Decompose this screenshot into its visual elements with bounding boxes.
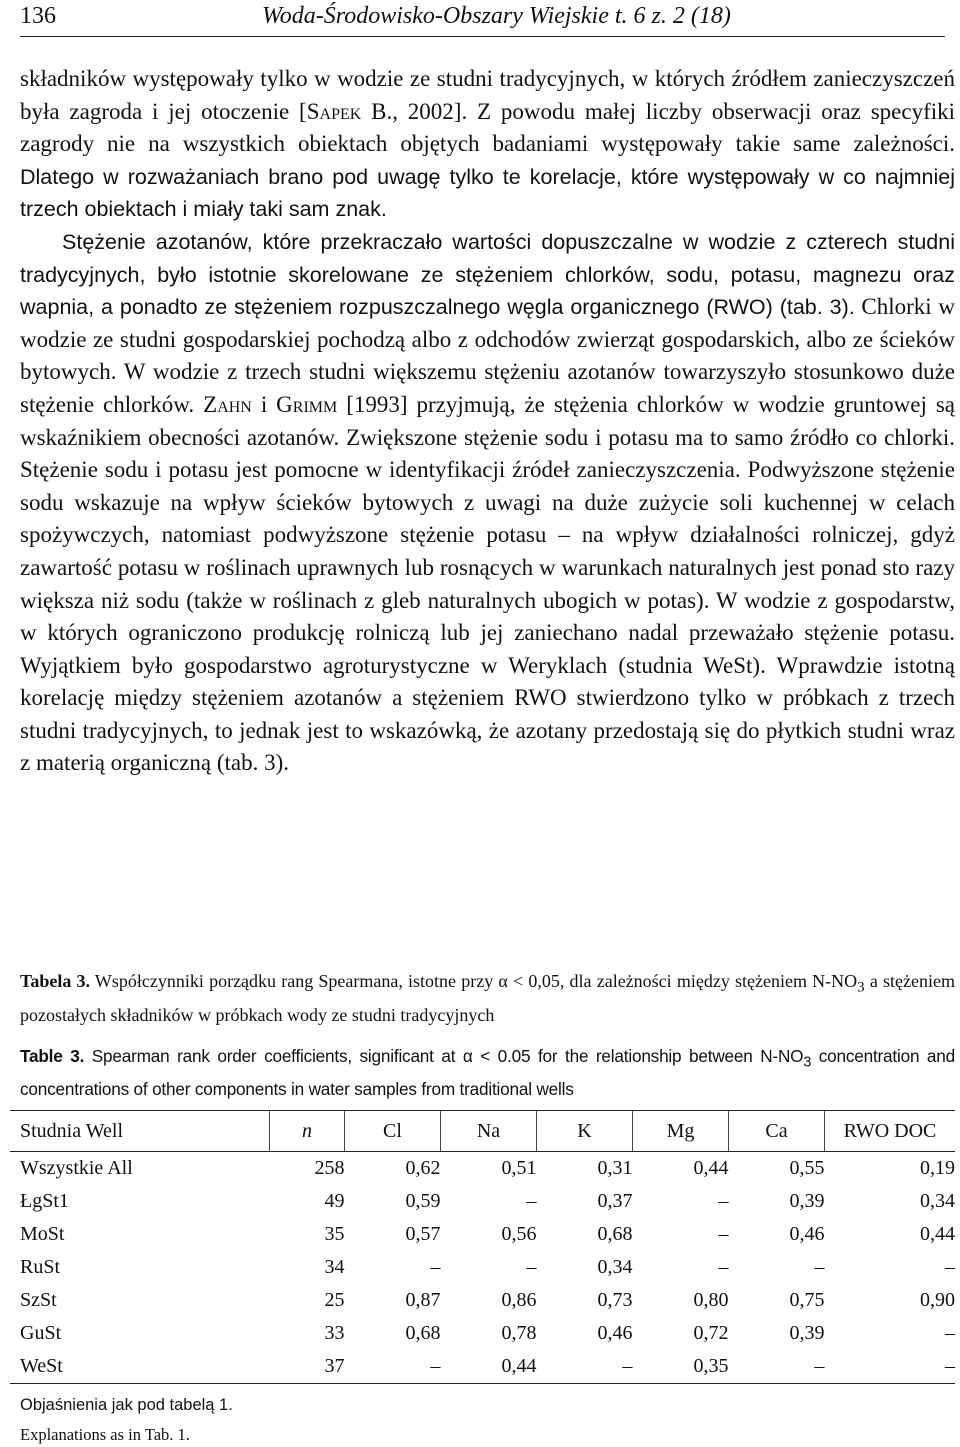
paragraph-2-text-b: Chlorki w wodzie ze studni gospodarskiej pochodzą albo z odchodów zwierząt gospodarskich, albo ze ścieków bytowych. W wodzie z trzech studni większemu stężeniu azotanów towarzyszyło stosunkowo duże stężenie chlorków. xyxy=(20,294,955,417)
citation-author-sapek: apek xyxy=(319,98,362,124)
coefficient-cell: 0,86 xyxy=(501,1289,537,1311)
header-ca: Ca xyxy=(729,1111,825,1152)
citation-author-zahn: ahn xyxy=(217,391,252,417)
coefficient-cell: 258 xyxy=(314,1157,345,1179)
coefficient-cell: 0,34 xyxy=(920,1190,955,1212)
coefficient-cell: 0,44 xyxy=(693,1157,729,1179)
coefficient-cell: 0,72 xyxy=(693,1322,729,1344)
spearman-table xyxy=(10,1110,955,1384)
table-caption-english-text-b: concentration and concentrations of other components in water samples from traditional wells xyxy=(20,1046,956,1100)
well-name-cell: GuSt xyxy=(20,1322,62,1344)
header-rwo-doc: RWO DOC xyxy=(825,1111,956,1152)
coefficient-cell: 0,78 xyxy=(501,1322,537,1344)
coefficient-cell: – xyxy=(945,1322,955,1344)
citation-author-sapek-initial: S xyxy=(306,98,320,124)
footnote-english: Explanations as in Tab. 1. xyxy=(20,1425,190,1444)
coefficient-cell: 37 xyxy=(270,1350,345,1384)
coefficient-cell: – xyxy=(345,1350,441,1384)
page-header xyxy=(20,0,945,37)
coefficient-cell: 0,46 xyxy=(789,1223,825,1245)
table-caption-english xyxy=(20,1043,955,1103)
paragraph-1-text-b: B., 2002]. Z powodu małej liczby obserwacji oraz specyfiki zagrody nie na wszystkich obiektach objętych badaniami występowały takie same zależności. xyxy=(20,98,956,157)
paragraph-2 xyxy=(20,226,955,780)
coefficient-cell: 0,35 xyxy=(633,1350,729,1384)
paragraph-1-text-a: składników występowały tylko w wodzie ze studni tradycyjnych, w których źródłem zanieczyszczeń była zagroda i jej otoczenie [ xyxy=(20,66,955,124)
table-caption-english-text-a: Spearman rank order coefficients, significant at α < 0.05 for the relationship between N-NO xyxy=(84,1046,804,1066)
page-number: 136 xyxy=(20,3,56,29)
coefficient-cell: 0,90 xyxy=(920,1289,955,1311)
well-name-cell: WeSt xyxy=(10,1350,270,1384)
header-k: K xyxy=(537,1111,633,1152)
coefficient-cell: 49 xyxy=(324,1190,345,1212)
table-caption-polish-label: Tabela 3. xyxy=(20,971,91,991)
coefficient-cell: – xyxy=(814,1256,825,1278)
coefficient-cell: 0,44 xyxy=(441,1350,537,1384)
coefficient-cell: 0,39 xyxy=(789,1322,825,1344)
coefficient-cell: 0,19 xyxy=(920,1157,955,1179)
citation-and: i xyxy=(251,391,277,417)
coefficient-cell: – xyxy=(718,1190,729,1212)
coefficient-cell: 0,56 xyxy=(501,1223,537,1245)
table-caption-polish-text-a: Współczynniki porządku rang Spearmana, istotne przy α < 0,05, dla zależności między stężeniem N-NO xyxy=(90,971,858,991)
coefficient-cell: – xyxy=(718,1256,729,1278)
coefficient-cell: 0,51 xyxy=(501,1157,537,1179)
coefficient-cell: 0,80 xyxy=(693,1289,729,1311)
coefficient-cell: – xyxy=(430,1256,441,1278)
table-caption-polish-text-b: a stężeniem pozostałych składników w próbkach wody ze studni tradycyjnych xyxy=(20,971,955,1025)
coefficient-cell: 0,46 xyxy=(597,1322,633,1344)
coefficient-cell: – xyxy=(729,1350,825,1384)
well-name-cell: MoSt xyxy=(20,1223,65,1245)
well-name-cell: SzSt xyxy=(20,1289,57,1311)
coefficient-cell: 0,31 xyxy=(597,1157,633,1179)
header-well: Studnia Well xyxy=(10,1111,270,1152)
citation-author-zahn-initial: Z xyxy=(203,391,218,417)
coefficient-cell: 0,39 xyxy=(789,1190,825,1212)
citation-author-grimm: rimm xyxy=(292,391,338,417)
table-body xyxy=(10,1152,955,1384)
paragraph-1-text-c: Dlatego w rozważaniach brano pod uwagę tylko te korelacje, które występowały w co najmniej trzech obiektach i miały taki sam znak. xyxy=(20,164,955,222)
table-caption-english-subscript: 3 xyxy=(803,1054,812,1071)
table-row xyxy=(10,1251,955,1284)
coefficient-cell: 34 xyxy=(324,1256,345,1278)
table-row xyxy=(10,1152,955,1186)
header-mg: Mg xyxy=(633,1111,729,1152)
table-row xyxy=(10,1218,955,1251)
footnote-polish: Objaśnienia jak pod tabelą 1. xyxy=(20,1396,233,1414)
table-row xyxy=(10,1185,955,1218)
table-row xyxy=(10,1350,955,1384)
coefficient-cell: 0,34 xyxy=(597,1256,633,1278)
coefficient-cell: 0,68 xyxy=(405,1322,441,1344)
table-row xyxy=(10,1284,955,1317)
paragraph-2-text-c: [1993] przyjmują, że stężenia chlorków w wodzie gruntowej są wskaźnikiem obecności azotanów. Zwiększone stężenie sodu i potasu ma to samo źródło co chlorki. Stężenie sodu i potasu jest pomocne w identyfikacji źródeł zanieczyszczenia. Podwyższone stężenie sodu wskazuje na wpływ ścieków bytowych z uwagi na duże zużycie soli kuchennej w celach spożywczych, natomiast podwyższone stężenie potasu – na wpływ działalności rolniczej, gdyż zawartość potasu w roślinach uprawnych lub rosnących w warunkach naturalnych jest ponad sto razy większa niż sodu (także w roślinach z gleb naturalnych ubogich w potas). W wodzie z gospodarstw, w których ograniczono produkcję rolniczą lub jej zaniechano nadal przeważało stężenie potasu. Wyjątkiem było gospodarstwo agroturystyczne w Weryklach (studnia WeSt). Wprawdzie istotną korelację między stężeniem azotanów a stężeniem RWO stwierdzono tylko w próbkach z trzech studni tradycyjnych, to jednak jest to wskazówką, że azotany przedostają się do płytkich studni wraz z materią organiczną (tab. 3). xyxy=(20,391,956,776)
coefficient-cell: – xyxy=(526,1256,537,1278)
table-caption-polish xyxy=(20,968,955,1029)
running-head: Woda-Środowisko-Obszary Wiejskie t. 6 z. 2 (18) xyxy=(262,3,731,29)
coefficient-cell: 0,37 xyxy=(597,1190,633,1212)
table-caption-polish-subscript: 3 xyxy=(857,979,865,996)
body-text xyxy=(20,63,955,780)
coefficient-cell: 35 xyxy=(324,1223,345,1245)
well-name-cell: ŁgSt1 xyxy=(20,1190,69,1212)
table-row xyxy=(10,1317,955,1350)
paragraph-2-text-a: Stężenie azotanów, które przekraczało wartości dopuszczalne w wodzie z czterech studni tradycyjnych, było istotnie skorelowane ze stężeniem chlorków, sodu, potasu, magnezu oraz wapnia, a ponadto ze stężeniem rozpuszczalnego węgla organicznego (RWO) (tab. 3). xyxy=(20,229,955,320)
coefficient-cell: 0,73 xyxy=(597,1289,633,1311)
header-n: n xyxy=(270,1111,345,1152)
table-caption-english-label: Table 3. xyxy=(20,1046,85,1066)
coefficient-cell: 0,87 xyxy=(405,1289,441,1311)
header-na: Na xyxy=(441,1111,537,1152)
header-cl: Cl xyxy=(345,1111,441,1152)
coefficient-cell: – xyxy=(537,1350,633,1384)
coefficient-cell: – xyxy=(718,1223,729,1245)
coefficient-cell: – xyxy=(825,1350,956,1384)
coefficient-cell: 0,75 xyxy=(789,1289,825,1311)
paragraph-1 xyxy=(20,63,955,226)
coefficient-cell: – xyxy=(945,1256,955,1278)
coefficient-cell: – xyxy=(526,1190,537,1212)
coefficient-cell: 0,57 xyxy=(405,1223,441,1245)
coefficient-cell: 0,55 xyxy=(789,1157,825,1179)
coefficient-cell: 0,44 xyxy=(920,1223,955,1245)
coefficient-cell: 0,62 xyxy=(405,1157,441,1179)
coefficient-cell: 0,68 xyxy=(597,1223,633,1245)
citation-author-grimm-initial: G xyxy=(276,391,293,417)
well-name-cell: RuSt xyxy=(20,1256,61,1278)
coefficient-cell: 33 xyxy=(324,1322,345,1344)
table-header-row xyxy=(10,1111,955,1152)
coefficient-cell: 0,59 xyxy=(405,1190,441,1212)
coefficient-cell: 25 xyxy=(324,1289,345,1311)
well-name-cell: Wszystkie All xyxy=(20,1157,133,1179)
